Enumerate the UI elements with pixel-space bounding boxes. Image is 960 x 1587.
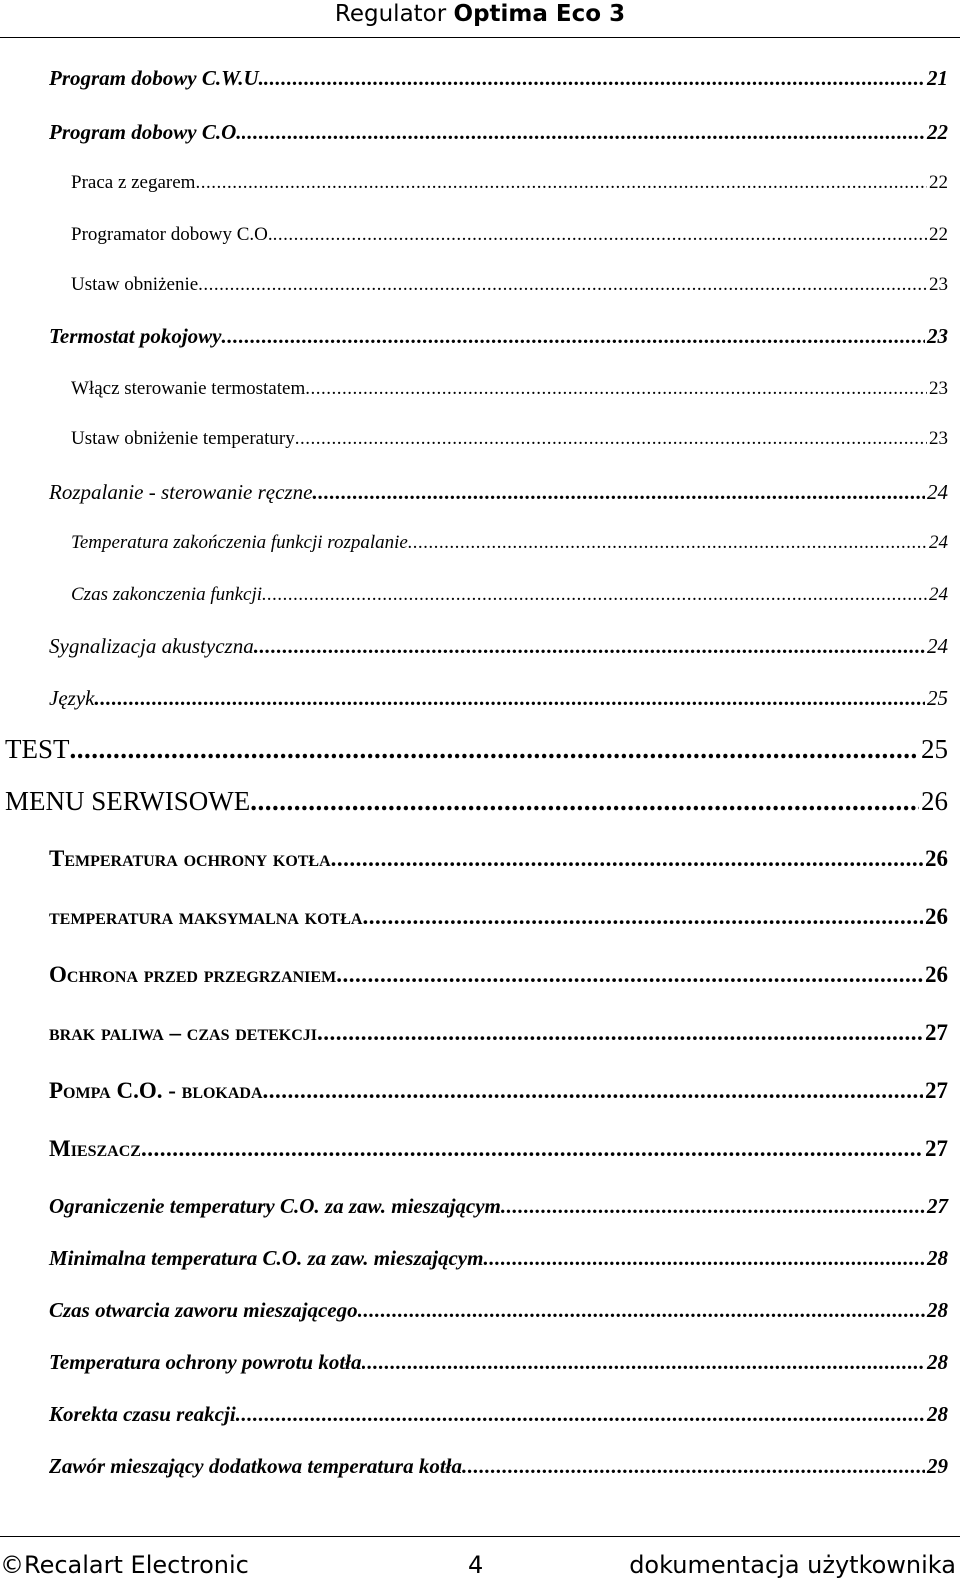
toc-entry-page: 27 — [925, 1136, 948, 1161]
toc-entry[interactable] — [71, 532, 948, 560]
toc-entry-label: Programator dobowy C.O. — [71, 224, 273, 245]
page-footer — [0, 1548, 960, 1582]
toc-entry-label: Temperatura zakończenia funkcji rozpalanie — [71, 532, 408, 553]
toc-entry-label: Rozpalanie - sterowanie ręczne — [49, 480, 313, 504]
toc-entry-label: Praca z zegarem — [71, 172, 196, 193]
toc-entry[interactable] — [49, 962, 948, 994]
toc-entry-label: Mieszacz — [49, 1136, 141, 1161]
toc-leader — [242, 120, 925, 145]
toc-entry[interactable] — [71, 172, 948, 200]
toc-leader — [250, 786, 919, 817]
toc-leader — [462, 1454, 925, 1479]
toc-entry-page: 28 — [927, 1402, 948, 1426]
toc-entry-label: Sygnalizacja akustyczna — [49, 634, 254, 658]
header-title-prefix: Regulator — [334, 1, 454, 27]
toc-entry[interactable] — [71, 584, 948, 612]
toc-entry[interactable] — [5, 786, 948, 820]
toc-leader — [501, 1194, 925, 1219]
toc-entry-page: 23 — [929, 428, 948, 449]
toc-entry-label: brak paliwa – czas detekcji — [49, 1020, 318, 1045]
toc-leader — [483, 1246, 925, 1271]
toc-entry[interactable] — [49, 1454, 948, 1484]
toc-leader — [408, 532, 927, 554]
toc-entry[interactable] — [49, 1194, 948, 1224]
header-title-bold: Optima Eco 3 — [453, 1, 626, 27]
toc-entry-page: 22 — [929, 224, 948, 245]
toc-entry-page: 25 — [921, 734, 948, 764]
toc-leader — [262, 584, 927, 606]
toc-entry-page: 25 — [927, 686, 948, 710]
toc-entry-page: 27 — [925, 1078, 948, 1103]
toc-leader — [336, 962, 923, 988]
toc-entry-page: 27 — [925, 1020, 948, 1045]
toc-entry-page: 26 — [921, 786, 948, 816]
toc-leader — [317, 1020, 923, 1046]
toc-entry-page: 26 — [925, 962, 948, 987]
toc-entry[interactable] — [49, 1078, 948, 1110]
toc-entry[interactable] — [49, 324, 948, 354]
toc-entry-page: 26 — [925, 904, 948, 929]
toc-entry-label: Ustaw obniżenie temperatury — [71, 428, 295, 449]
toc-entry[interactable] — [49, 1020, 948, 1052]
toc-entry-page: 28 — [927, 1246, 948, 1270]
toc-leader — [362, 904, 923, 930]
footer-doc-type: dokumentacja użytkownika — [629, 1551, 956, 1579]
toc-entry[interactable] — [49, 1246, 948, 1276]
toc-entry-page: 22 — [929, 172, 948, 193]
header-divider — [0, 37, 960, 38]
toc-leader — [195, 172, 927, 194]
toc-leader — [312, 480, 925, 505]
toc-entry-page: 27 — [927, 1194, 948, 1218]
toc-leader — [221, 324, 925, 349]
toc-entry[interactable] — [71, 428, 948, 456]
toc-entry[interactable] — [49, 1298, 948, 1328]
toc-entry-label: Temperatura ochrony powrotu kotła — [49, 1350, 362, 1374]
toc-entry-page: 29 — [927, 1454, 948, 1478]
toc-leader — [236, 1402, 925, 1427]
toc-entry[interactable] — [71, 224, 948, 252]
toc-entry-label: MENU SERWISOWE — [5, 786, 251, 816]
toc-entry-label: Program dobowy C.W.U. — [49, 66, 264, 90]
toc-entry-page: 24 — [927, 634, 948, 658]
toc-entry-label: Minimalna temperatura C.O. za zaw. mieszającym — [49, 1246, 484, 1270]
toc-entry[interactable] — [49, 1350, 948, 1380]
toc-entry-label: Zawór mieszający dodatkowa temperatura kotła — [49, 1454, 462, 1478]
toc-entry[interactable] — [49, 120, 948, 150]
toc-leader — [70, 734, 920, 765]
toc-entry[interactable] — [71, 378, 948, 406]
toc-entry-label: Ograniczenie temperatury C.O. za zaw. mieszającym — [49, 1194, 501, 1218]
footer-divider — [0, 1536, 960, 1537]
toc-entry-page: 28 — [927, 1298, 948, 1322]
toc-entry[interactable] — [49, 686, 948, 716]
toc-entry-label: Ochrona przed przegrzaniem — [49, 962, 337, 987]
toc-entry-page: 23 — [929, 274, 948, 295]
toc-entry[interactable] — [49, 1402, 948, 1432]
toc-entry-label: temperatura maksymalna kotła — [49, 904, 363, 929]
toc-entry-page: 26 — [925, 846, 948, 871]
toc-entry-label: Język — [49, 686, 95, 710]
toc-leader — [263, 1078, 923, 1104]
toc-leader — [198, 274, 927, 296]
toc-entry[interactable] — [49, 1136, 948, 1168]
toc-entry[interactable] — [49, 904, 948, 936]
toc-entry[interactable] — [49, 480, 948, 510]
toc-leader — [358, 1298, 925, 1323]
toc-entry[interactable] — [49, 846, 948, 878]
toc-entry-label: Ustaw obniżenie — [71, 274, 199, 295]
toc-entry-label: Włącz sterowanie termostatem — [71, 378, 306, 399]
toc-entry-label: Termostat pokojowy — [49, 324, 222, 348]
toc-leader — [94, 686, 925, 711]
toc-entry-label: Korekta czasu reakcji — [49, 1402, 236, 1426]
toc-leader — [273, 224, 927, 246]
toc-entry-page: 23 — [927, 324, 948, 348]
toc-entry-label: Temperatura ochrony kotła — [49, 846, 331, 871]
toc-entry-page: 24 — [929, 584, 948, 605]
toc-entry-page: 24 — [927, 480, 948, 504]
toc-leader — [264, 66, 925, 91]
toc-entry-page: 28 — [927, 1350, 948, 1374]
footer-page-number: 4 — [468, 1551, 484, 1579]
toc-entry[interactable] — [5, 734, 948, 768]
toc-entry-label: Czas otwarcia zaworu mieszającego — [49, 1298, 358, 1322]
toc-leader — [305, 378, 927, 400]
toc-leader — [141, 1136, 923, 1162]
toc-entry[interactable] — [71, 274, 948, 302]
toc-entry-page: 21 — [927, 66, 948, 90]
footer-copyright: ©Recalart Electronic — [0, 1551, 249, 1579]
page-header-title — [0, 0, 960, 28]
toc-leader — [254, 634, 925, 659]
toc-entry-label: Czas zakonczenia funkcji — [71, 584, 263, 605]
toc-entry-page: 24 — [929, 532, 948, 553]
toc-entry-label: Program dobowy C.O. — [49, 120, 242, 144]
toc-entry-label: Pompa C.O. - blokada — [49, 1078, 263, 1103]
toc-entry[interactable] — [49, 66, 948, 96]
toc-entry-page: 23 — [929, 378, 948, 399]
toc-entry[interactable] — [49, 634, 948, 664]
toc-leader — [295, 428, 927, 450]
toc-leader — [362, 1350, 925, 1375]
toc-entry-label: TEST — [5, 734, 70, 764]
toc-leader — [331, 846, 923, 872]
toc-entry-page: 22 — [927, 120, 948, 144]
